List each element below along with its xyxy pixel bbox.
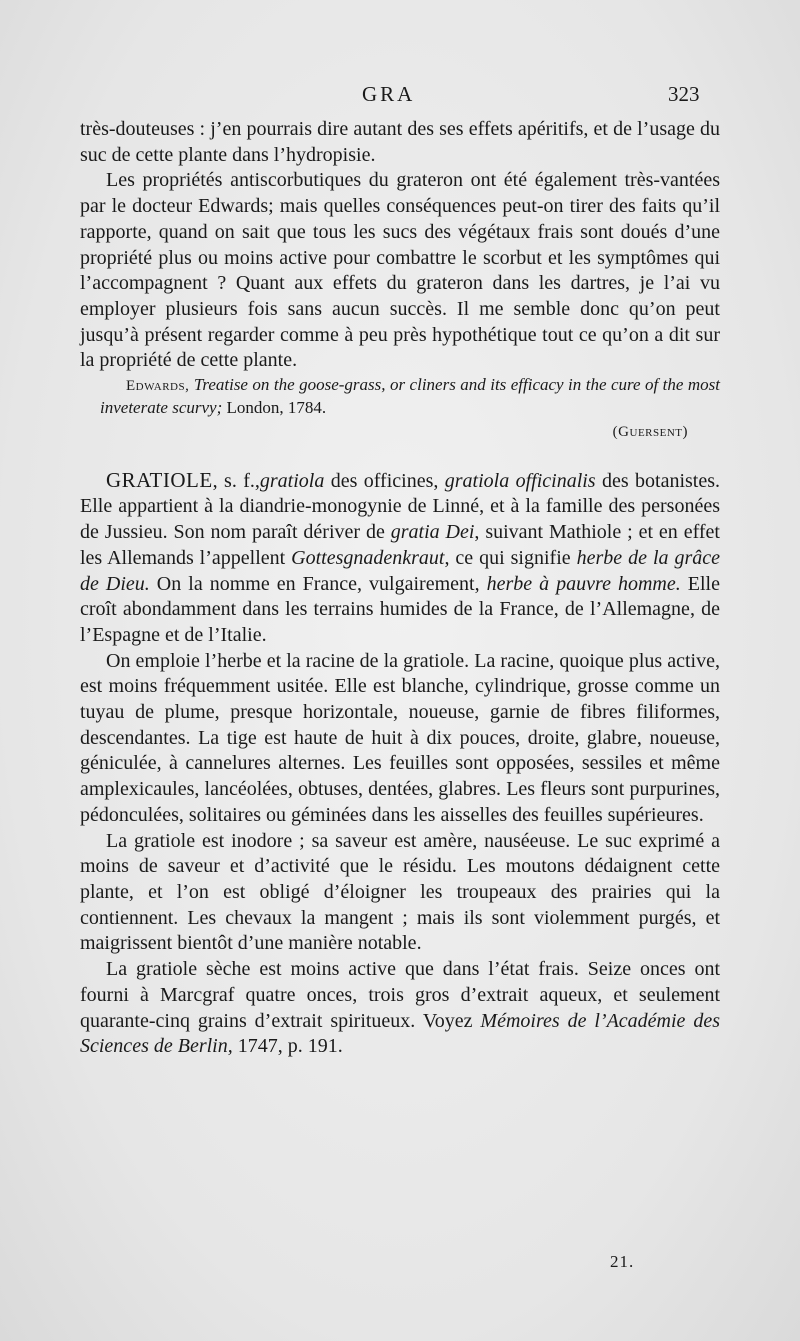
entry-text-12: Elle croît abondamment dans les terrains humides de la France, de l’Allemagne, de l’Espagne et de l’Italie. <box>80 572 720 646</box>
reference-place: London, <box>226 398 284 418</box>
entry-text-6: , suivant Mathiole ; et en effet les Allemands l’appellent <box>80 521 720 569</box>
paragraph-dry-plant <box>80 957 720 1060</box>
paragraph-antiscorbutic: Les propriétés antiscorbutiques du grateron ont été également très-vantées par le docteur Edwards; mais quelles conséquences peut-on tirer des faits qu’il rapporte, quand on sait que tous les sucs des végétaux frais sont doués d’une propriété plus ou moins active pour combattre le scorbut et les symptômes qui l’accompagnent ? Quant aux effets du grateron dans les dartres, je l’ai vu employer plusieurs fois sans aucun succès. Il me semble donc qu’on peut jusqu’à présent regarder comme à peu près hypothétique tout ce qu’on a dit sur la propriété de cette plante. <box>80 169 720 372</box>
entry-text-1: gratiola <box>259 469 325 492</box>
paragraph-continued: très-douteuses : j’en pourrais dire autant des ses effets apéritifs, et de l’usage du suc de cette plante dans l’hydropisie. <box>80 118 720 166</box>
entry-text-2: des officines, <box>324 469 445 492</box>
entry-text-9: herbe de la grâce de Dieu. <box>80 546 720 595</box>
reference-year: 1784. <box>287 398 327 418</box>
entry-text-3: gratiola officinalis <box>444 469 596 492</box>
page-body <box>80 117 720 1060</box>
bibliographic-reference <box>80 374 720 418</box>
entry-text-7: Gottesgnadenkraut <box>291 546 445 569</box>
entry-text-11: herbe à pauvre homme. <box>486 572 681 595</box>
entry-gratiole <box>80 468 720 649</box>
entry-text-5: gratia Dei <box>390 521 475 544</box>
reference-author: Edwards, <box>126 378 190 395</box>
entry-text-8: , ce qui signifie <box>444 546 577 569</box>
page-header <box>0 82 800 112</box>
entry-headword: GRATIOLE <box>106 467 213 492</box>
dry-plant-text-1: La gratiole sèche est moins active que dans l’état frais. Seize onces ont fourni à Marcgraf quatre onces, trois gros d’extrait aqueux, et seulement quarante-cinq grains d’extrait spiritueux. Voyez <box>80 958 720 1032</box>
running-head: GRA <box>362 82 416 106</box>
entry-text-10: On la nomme en France, vulgairement, <box>149 572 487 595</box>
dry-plant-text-3: 1747, p. 191. <box>232 1035 343 1058</box>
reference-title: Treatise on the goose-grass, or cliners and its efficacy in the cure of the most inveterate scurvy; <box>100 375 720 418</box>
page-number: 323 <box>668 82 700 106</box>
entry-text-4: des botanistes. Elle appartient à la diandrie-monogynie de Linné, et à la famille des personées de Jussieu. Son nom paraît dériver de <box>80 469 721 544</box>
paragraph-description: On emploie l’herbe et la racine de la gratiole. La racine, quoique plus active, est moins fréquemment usitée. Elle est blanche, cylindrique, grosse comme un tuyau de plume, presque horizontale, noueuse, garnie de fibres filiformes, descendantes. La tige est haute de huit à dix pouces, droite, glabre, noueuse, géniculée, à cannelures alternes. Les feuilles sont opposées, sessiles et même amplexicaules, lancéolées, obtuses, dentées, glabres. Les fleurs sont purpurines, pédonculées, solitaires ou géminées dans les aisselles des feuilles supérieures. <box>80 649 720 826</box>
paragraph-properties: La gratiole est inodore ; sa saveur est amère, nauséeuse. Le suc exprimé a moins de saveur et d’activité que le résidu. Les moutons dédaignent cette plante, et l’on est obligé d’éloigner les troupeaux des prairies qui la contiennent. Les chevaux la mangent ; mais ils sont violemment purgés, et maigrissent bientôt d’une manière notable. <box>80 829 720 955</box>
signature-mark: 21. <box>610 1252 635 1271</box>
dry-plant-citation: Mémoires de l’Académie des Sciences de Berlin, <box>80 1009 720 1058</box>
author-signature: (Guersent) <box>612 424 688 441</box>
entry-abbr: , s. f., <box>212 469 260 492</box>
